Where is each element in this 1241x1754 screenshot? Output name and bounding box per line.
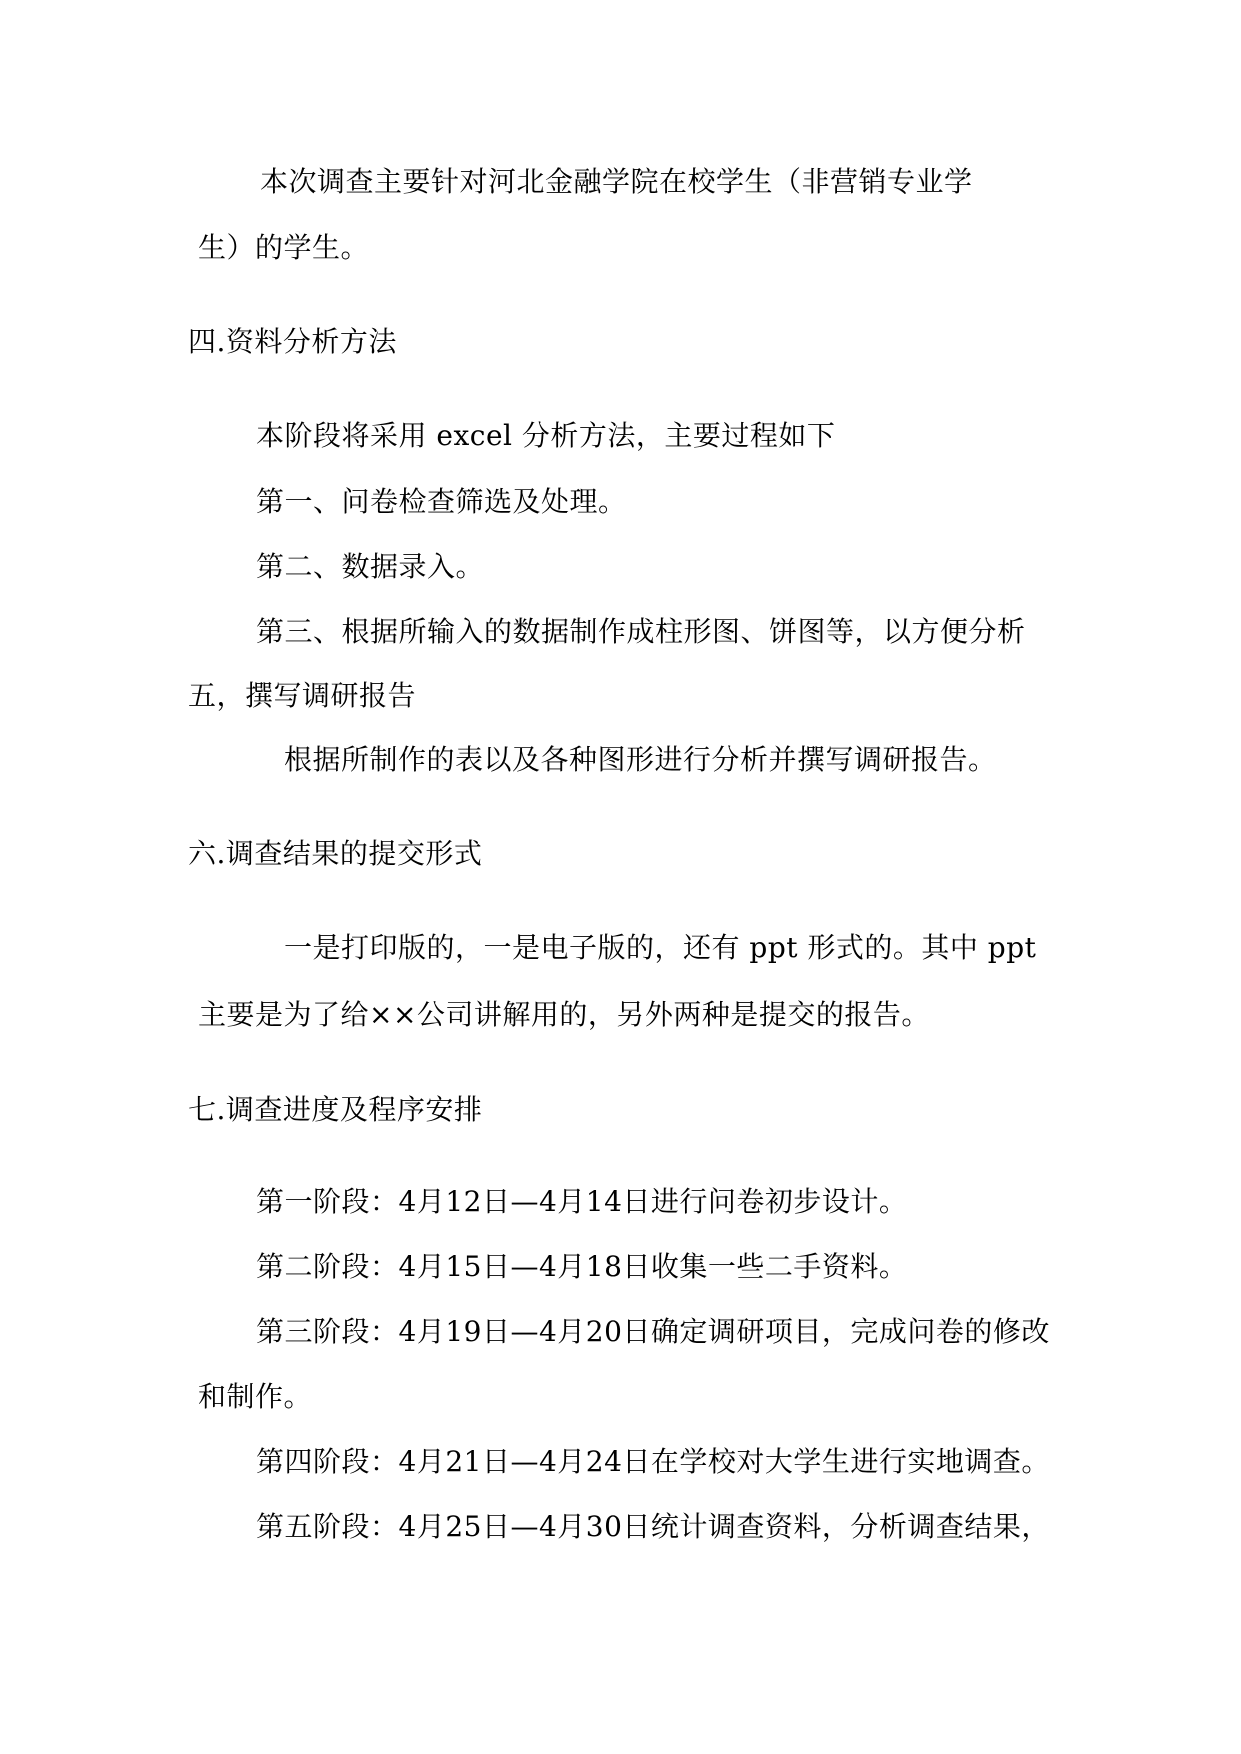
paragraph-line: 本阶段将采用 excel 分析方法，主要过程如下 [256,419,836,452]
schedule-item: 第四阶段：4月21日—4月24日在学校对大学生进行实地调查。 [256,1445,1050,1478]
schedule-item: 第二阶段：4月15日—4月18日收集一些二手资料。 [256,1250,908,1283]
paragraph-line: 和制作。 [198,1380,313,1413]
schedule-item: 第一阶段：4月12日—4月14日进行问卷初步设计。 [256,1185,908,1218]
list-item: 第三、根据所输入的数据制作成柱形图、饼图等，以方便分析 [256,615,1026,648]
schedule-item: 第五阶段：4月25日—4月30日统计调查资料，分析调查结果， [256,1510,1050,1543]
paragraph-line: 本次调查主要针对河北金融学院在校学生（非营销专业学 [260,165,973,198]
section-heading: 四.资料分析方法 [188,325,397,358]
paragraph-line: 一是打印版的，一是电子版的，还有 ppt 形式的。其中 ppt [284,931,1037,964]
paragraph-line: 生）的学生。 [198,231,370,264]
list-item: 第一、问卷检查筛选及处理。 [256,485,627,518]
paragraph-line: 主要是为了给××公司讲解用的，另外两种是提交的报告。 [198,998,930,1031]
paragraph-line: 根据所制作的表以及各种图形进行分析并撰写调研报告。 [284,743,997,776]
list-item: 第二、数据录入。 [256,550,485,583]
section-heading: 七.调查进度及程序安排 [188,1093,483,1126]
section-heading: 五，撰写调研报告 [188,679,417,712]
schedule-item: 第三阶段：4月19日—4月20日确定调研项目，完成问卷的修改 [256,1315,1050,1348]
section-heading: 六.调查结果的提交形式 [188,837,483,870]
